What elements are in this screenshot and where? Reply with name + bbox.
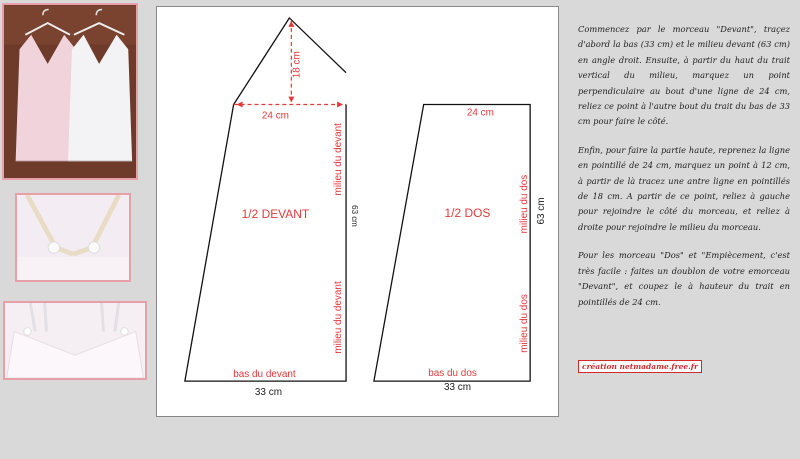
front-title: 1/2 DEVANT xyxy=(241,206,310,221)
front-side-label-bottom: milieu du devant xyxy=(333,281,345,354)
front-top-measure: 24 cm xyxy=(261,110,289,122)
instructions-paragraph-3: Pour les morceau "Dos" et "Empiècement, c'est très facile : faites un doublon de votre emorceau "Devant", et coupez le à hauteur du trait en pointillés de 24 cm. xyxy=(578,250,790,307)
back-side-label-bottom: milieu du dos xyxy=(519,294,531,353)
front-height-measure: 18 cm xyxy=(291,51,303,79)
back-length-measure: 63 cm xyxy=(536,197,548,225)
front-outline xyxy=(185,18,346,381)
photo-straps-detail xyxy=(3,301,147,380)
front-side-label-top: milieu du devant xyxy=(333,123,345,196)
front-length-measure: 63 cm xyxy=(350,205,360,227)
credit-link[interactable]: création netmadame.free.fr xyxy=(578,360,702,373)
neckline-image xyxy=(17,195,129,280)
front-hem-measure: 33 cm xyxy=(254,387,282,399)
photo-nightgowns-on-hangers xyxy=(2,3,138,180)
nightgowns-image xyxy=(4,5,136,178)
back-top-measure: 24 cm xyxy=(466,107,494,119)
front-hem-label: bas du devant xyxy=(233,369,296,381)
straps-image xyxy=(5,303,145,378)
photo-neckline-detail xyxy=(15,193,131,282)
instructions-paragraph-1: Commencez par le morceau "Devant", traçez d'abord la bas (33 cm) et le milieu devant (63 cm) en angle droit. Ensuite, à partir du haut du trait vertical du milieu, marquez un point perpendiculaire au bout d'une ligne de 24 cm, reliez ce point à l'autre bout du trait du bas de 33 cm pour faire le côté. xyxy=(578,24,790,127)
back-hem-measure: 33 cm xyxy=(443,382,472,394)
back-outline xyxy=(374,105,530,382)
front-piece xyxy=(185,18,359,398)
back-side-label-top: milieu du dos xyxy=(519,174,531,234)
instructions-text xyxy=(578,22,790,323)
instructions-paragraph-2: Enfin, pour faire la partie haute, reprenez la ligne en pointillé de 24 cm, marquez un point à 12 cm, à partir de là tracez une antre ligne en pointillés de 18 cm. A partir de ce point, reliez à gauche pour rejoindre le côté du morceau, et reliez à droite pour rejoindre le milieu du morceau. xyxy=(578,144,790,232)
pattern-diagram xyxy=(156,6,559,417)
pattern-svg xyxy=(157,7,558,416)
back-title: 1/2 DOS xyxy=(444,205,491,220)
back-hem-label: bas du dos xyxy=(428,368,477,380)
back-piece xyxy=(374,105,547,394)
